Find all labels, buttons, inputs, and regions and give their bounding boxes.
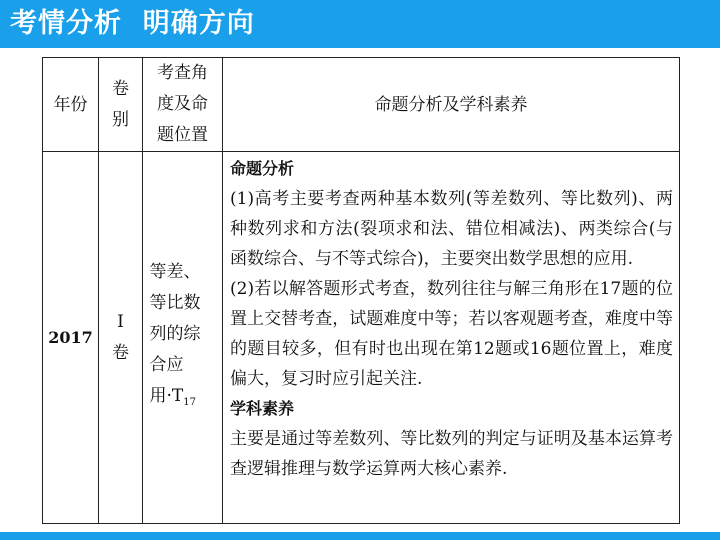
header-year: [43, 58, 99, 152]
angle-line: 用·T: [149, 386, 184, 406]
year-value: 2017: [48, 327, 93, 347]
header-volume-line: 卷: [112, 78, 129, 99]
table-header-row: [43, 58, 680, 152]
header-angle-label: [148, 58, 218, 151]
header-volume-line: 别: [112, 109, 129, 130]
question-position: [150, 386, 196, 406]
title-bar: [0, 0, 720, 48]
angle-line: 等比数: [149, 293, 201, 313]
cell-volume: [99, 152, 143, 524]
table-row: [43, 152, 680, 524]
header-volume-label: [109, 74, 133, 136]
header-angle: [143, 58, 223, 152]
volume-line: 卷: [112, 342, 129, 363]
section-title-literacy: 学科素养: [230, 399, 295, 418]
angle-line: 合应: [149, 355, 184, 375]
literacy-paragraph: 主要是通过等差数列、等比数列的判定与证明及基本运算考查逻辑推理与数学运算两大核心素养.: [230, 429, 673, 479]
bottom-bar: [0, 532, 720, 540]
cell-year: [43, 152, 99, 524]
analysis-paragraph-1: (1)高考主要考查两种基本数列(等差数列、等比数列)、两种数列求和方法(裂项求和法、错位相减法)、两类综合(与函数综合、与不等式综合)，主要突出数学思想的应用.: [230, 189, 673, 269]
header-year-label: 年份: [53, 94, 88, 115]
angle-line: 等差、: [149, 262, 201, 282]
angle-value: [150, 257, 216, 418]
angle-line: 列的综: [149, 324, 201, 344]
cell-angle: [143, 152, 223, 524]
question-number: 17: [183, 397, 196, 408]
header-angle-line: 考查角: [157, 63, 208, 83]
section-title-analysis: 命题分析: [230, 159, 295, 178]
page-title: 考情分析 明确方向: [10, 8, 255, 39]
volume-value: [109, 307, 133, 369]
header-analysis: [223, 58, 680, 152]
header-angle-line: 题位置: [157, 125, 208, 145]
header-analysis-label: 命题分析及学科素养: [374, 94, 528, 115]
header-volume: [99, 58, 143, 152]
header-angle-line: 度及命: [157, 94, 208, 114]
cell-analysis: [223, 152, 680, 524]
exam-analysis-table: [42, 57, 680, 524]
analysis-paragraph-2: (2)若以解答题形式考查，数列往往与解三角形在17题的位置上交替考查，试题难度中等；若以客观题考查，难度中等的题目较多，但有时也出现在第12题或16题位置上，难度偏大，复习时应引起关注.: [230, 279, 673, 389]
volume-line: Ⅰ: [117, 311, 124, 332]
